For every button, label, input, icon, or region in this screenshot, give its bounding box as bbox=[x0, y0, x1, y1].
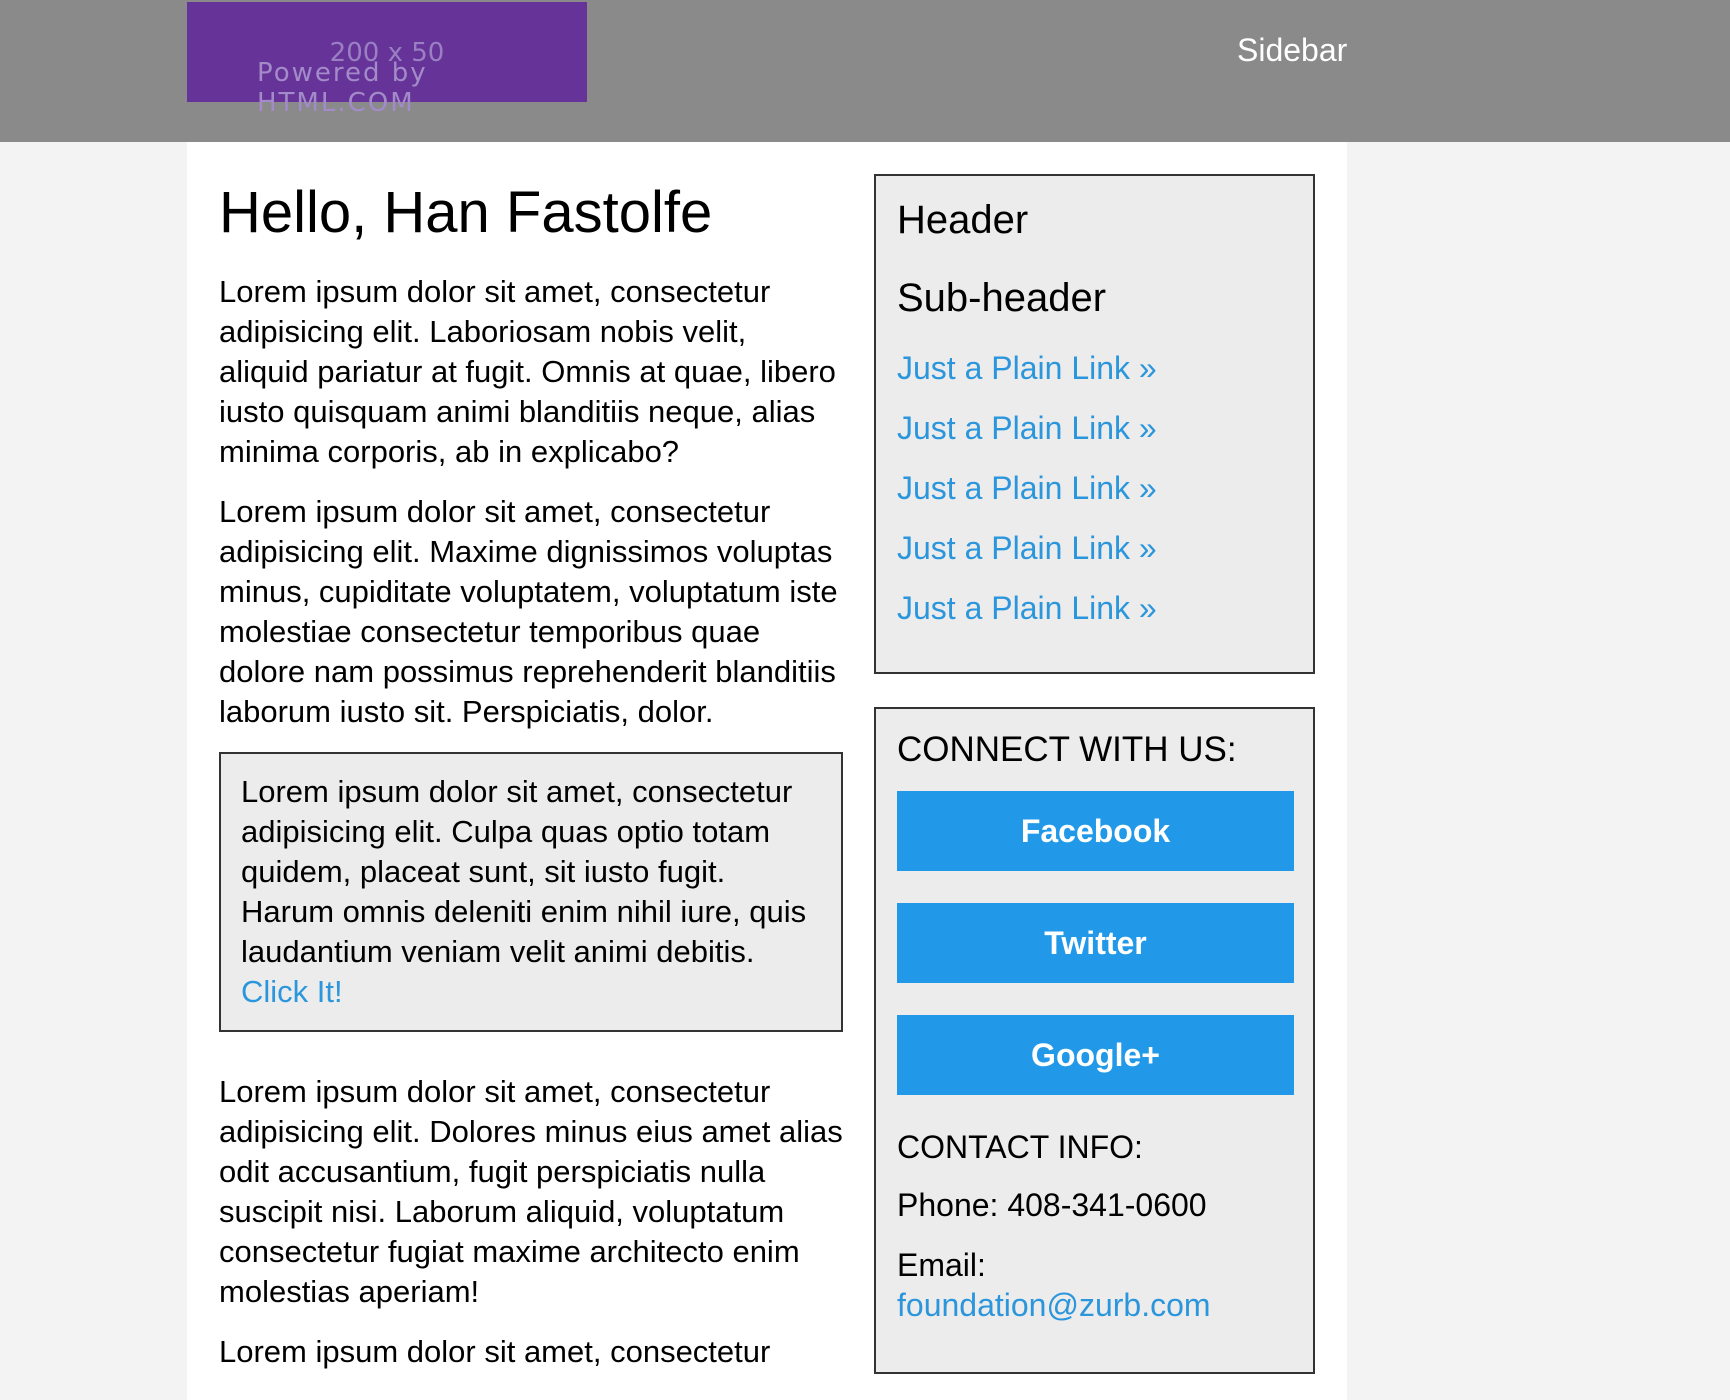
email-label: Email: bbox=[897, 1247, 986, 1283]
phone-text: Phone: 408-341-0600 bbox=[897, 1187, 1207, 1223]
email-link[interactable]: foundation@zurb.com bbox=[897, 1287, 1211, 1323]
sidebar-heading: Sidebar bbox=[1237, 32, 1348, 68]
callout-text: Lorem ipsum dolor sit amet, consectetur adipisicing elit. Culpa quas optio totam quidem, placeat sunt, sit iusto fugit. Harum omnis deleniti enim nihil iure, quis laudantium veniam velit animi debitis. bbox=[241, 774, 807, 969]
google-plus-button[interactable]: Google+ bbox=[897, 1015, 1294, 1095]
callout-box bbox=[219, 752, 843, 1032]
click-it-link[interactable]: Click It! bbox=[241, 974, 343, 1009]
top-bar bbox=[0, 0, 1730, 142]
links-panel bbox=[874, 174, 1315, 674]
email-block bbox=[897, 1245, 1293, 1325]
plain-link-2[interactable]: Just a Plain Link » bbox=[897, 410, 1157, 446]
paragraph-3: Lorem ipsum dolor sit amet, consectetur adipisicing elit. Dolores minus eius amet alias odit accusantium, fugit perspiciatis nulla suscipit nisi. Laborum aliquid, voluptatum consectetur fugiat maxime architecto enim molestias aperiam! bbox=[219, 1074, 843, 1309]
connect-heading: CONNECT WITH US: bbox=[897, 730, 1237, 769]
logo-powered-text: Powered by HTML.COM bbox=[257, 58, 428, 118]
logo-dimensions-text: 200 x 50 bbox=[329, 38, 445, 68]
connect-panel bbox=[874, 707, 1315, 1374]
page-title: Hello, Han Fastolfe bbox=[219, 180, 713, 245]
twitter-button[interactable]: Twitter bbox=[897, 903, 1294, 983]
contact-heading: CONTACT INFO: bbox=[897, 1129, 1143, 1165]
paragraph-4: Lorem ipsum dolor sit amet, consectetur bbox=[219, 1334, 771, 1369]
paragraph-1: Lorem ipsum dolor sit amet, consectetur adipisicing elit. Laboriosam nobis velit, aliquid pariatur at fugit. Omnis at quae, libero iusto quisquam animi blanditiis neque, alias minima corporis, ab in explicabo? bbox=[219, 274, 836, 469]
plain-link-4[interactable]: Just a Plain Link » bbox=[897, 530, 1157, 566]
page-content bbox=[187, 142, 1347, 1400]
paragraph-2: Lorem ipsum dolor sit amet, consectetur adipisicing elit. Maxime dignissimos voluptas minus, cupiditate voluptatem, voluptatum iste molestiae consectetur temporibus quae dolore nam possimus reprehenderit blanditiis laborum iusto sit. Perspiciatis, dolor. bbox=[219, 494, 838, 729]
plain-link-1[interactable]: Just a Plain Link » bbox=[897, 350, 1157, 386]
facebook-button[interactable]: Facebook bbox=[897, 791, 1294, 871]
sidebar-column bbox=[874, 174, 1315, 1374]
main-column bbox=[219, 178, 843, 1392]
panel-subheader: Sub-header bbox=[897, 276, 1107, 320]
panel-header: Header bbox=[897, 198, 1029, 242]
plain-link-5[interactable]: Just a Plain Link » bbox=[897, 590, 1157, 626]
logo-placeholder-image[interactable] bbox=[187, 2, 587, 118]
plain-link-3[interactable]: Just a Plain Link » bbox=[897, 470, 1157, 506]
